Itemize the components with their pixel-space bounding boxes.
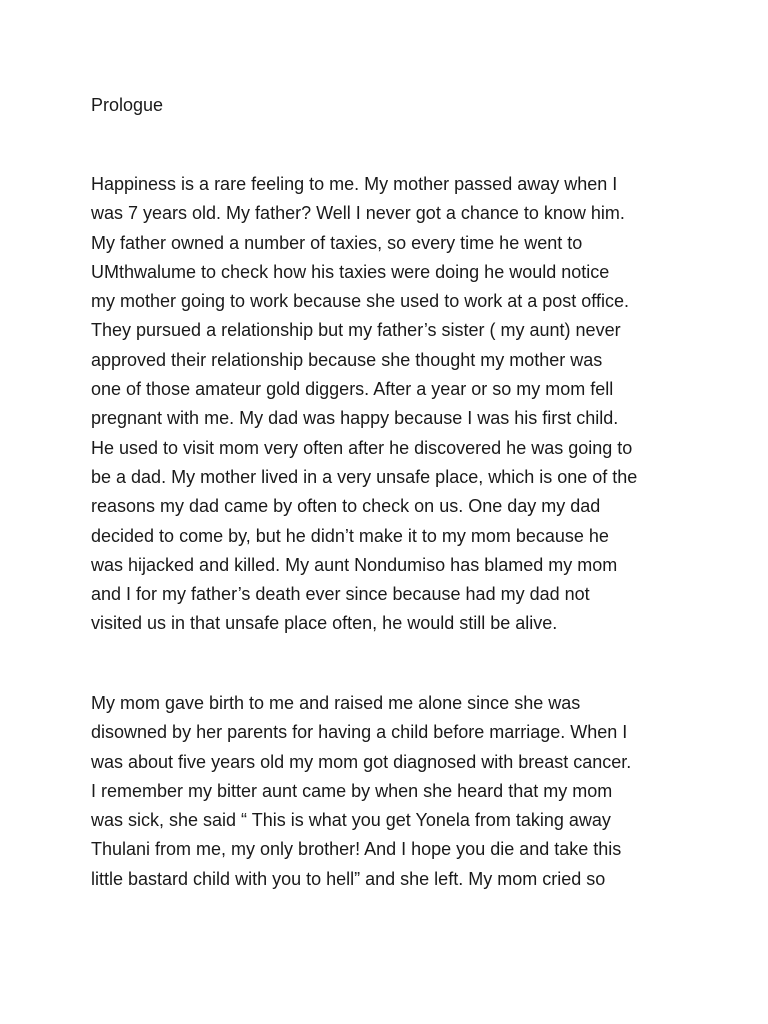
page-title: Prologue (91, 95, 164, 115)
text-line: reasons my dad came by often to check on us. One day my dad (91, 496, 601, 517)
text-line: Happiness is a rare feeling to me. My mother passed away when I (91, 174, 618, 194)
text-line: was sick, she said “ This is what you get Yonela from taking away (91, 810, 611, 831)
text-line: my mother going to work because she used to work at a post office. (91, 291, 629, 312)
text-line: was hijacked and killed. My aunt Nondumiso has blamed my mom (91, 554, 618, 575)
paragraph-2 (91, 689, 631, 894)
text-line: one of those amateur gold diggers. After a year or so my mom fell (91, 379, 614, 400)
text-line: I remember my bitter aunt came by when she heard that my mom (91, 780, 613, 801)
text-line: approved their relationship because she thought my mother was (91, 349, 603, 370)
text-line: decided to come by, but he didn’t make it to my mom because he (91, 525, 609, 546)
text-line: be a dad. My mother lived in a very unsafe place, which is one of the (91, 466, 638, 487)
text-line: was 7 years old. My father? Well I never got a chance to know him. (91, 203, 625, 224)
text-line: Thulani from me, my only brother! And I hope you die and take this (91, 839, 622, 860)
text-line: My mom gave birth to me and raised me alone since she was (91, 693, 581, 713)
paragraph-1 (91, 170, 637, 639)
text-line: He used to visit mom very often after he discovered he was going to (91, 437, 633, 458)
text-line: pregnant with me. My dad was happy because I was his first child. (91, 408, 619, 429)
text-line: visited us in that unsafe place often, he would still be alive. (91, 613, 558, 634)
text-line: was about five years old my mom got diagnosed with breast cancer. (91, 751, 632, 772)
text-line: disowned by her parents for having a child before marriage. When I (91, 722, 628, 743)
text-line: My father owned a number of taxies, so every time he went to (91, 232, 583, 253)
text-line: and I for my father’s death ever since because had my dad not (91, 584, 590, 605)
text-line: UMthwalume to check how his taxies were doing he would notice (91, 261, 610, 282)
text-line: little bastard child with you to hell” and she left. My mom cried so (91, 868, 606, 889)
text-line: They pursued a relationship but my father’s sister ( my aunt) never (91, 320, 621, 341)
